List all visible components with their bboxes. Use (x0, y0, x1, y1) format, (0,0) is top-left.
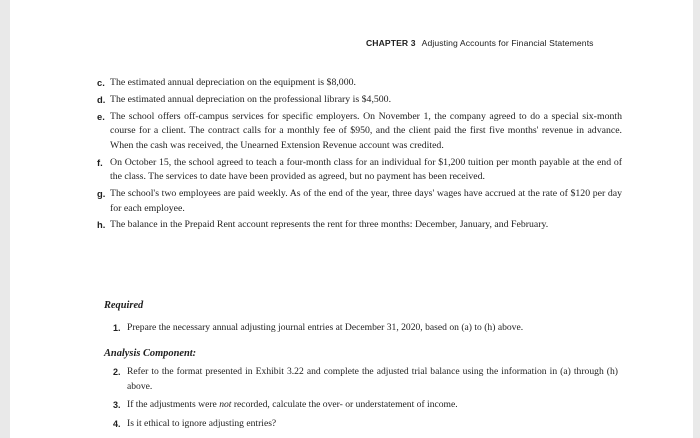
question-text-start: If the adjustments were (127, 399, 220, 411)
question-item (113, 365, 618, 394)
required-heading: Required (104, 300, 144, 311)
item-label: h. (97, 219, 106, 231)
item-text: The school's two employees are paid weekly. As of the end of the year, three days' wages have accrued at the rate of $120 per day for each employee. (110, 187, 622, 214)
chapter-title: Adjusting Accounts for Financial Statements (421, 38, 594, 48)
question-text: Refer to the format presented in Exhibit 3.22 and complete the adjusted trial balance using the information in (a) through (h) above. (127, 366, 618, 392)
item-text: The estimated annual depreciation on the professional library is $4,500. (110, 93, 392, 105)
question-text: Prepare the necessary annual adjusting journal entries at December 31, 2020, based on (a) to (h) above. (127, 322, 524, 333)
question-number: 3. (113, 400, 121, 411)
list-item (97, 156, 622, 185)
item-text: The estimated annual depreciation on the equipment is $8,000. (110, 77, 356, 88)
item-text: The balance in the Prepaid Rent account represents the rent for three months: December, January, and February. (110, 219, 549, 231)
emphasis-not: not (219, 399, 232, 411)
adjustment-items-list (97, 76, 622, 235)
item-label: g. (97, 187, 106, 199)
item-label: d. (97, 93, 106, 105)
item-label: c. (97, 77, 105, 88)
textbook-page (10, 0, 693, 438)
item-text: The school offers off-campus services for specific employers. On November 1, the company agreed to do a special six-month course for a client. The contract calls for a monthly fee of $950, and the client paid the first five months' revenue in advance. When the cash was received, the Unearned Extension Revenue account was credited. (110, 110, 622, 151)
item-label: e. (97, 110, 105, 122)
chapter-number: CHAPTER 3 (366, 38, 416, 48)
question-number: 4. (113, 418, 121, 429)
question-item (113, 321, 618, 336)
list-item (97, 218, 622, 233)
question-item (113, 417, 618, 432)
analysis-heading: Analysis Component: (104, 348, 197, 359)
question-text (127, 398, 618, 413)
list-item (97, 76, 622, 91)
question-number: 2. (113, 367, 121, 377)
question-item (113, 398, 618, 413)
required-questions (113, 321, 618, 340)
list-item (97, 110, 622, 154)
question-text: Is it ethical to ignore adjusting entries? (127, 417, 277, 429)
question-text-end: recorded, calculate the over- or understatement of income. (231, 399, 458, 411)
item-label: f. (97, 156, 103, 168)
running-header (366, 38, 594, 48)
list-item (97, 93, 622, 108)
analysis-questions (113, 365, 618, 435)
list-item (97, 187, 622, 216)
question-number: 1. (113, 323, 121, 333)
item-text: On October 15, the school agreed to teach a four-month class for an individual for $1,200 tuition per month payable at the end of the class. The services to date have been provided as agreed, but no payment has been received. (110, 156, 622, 183)
